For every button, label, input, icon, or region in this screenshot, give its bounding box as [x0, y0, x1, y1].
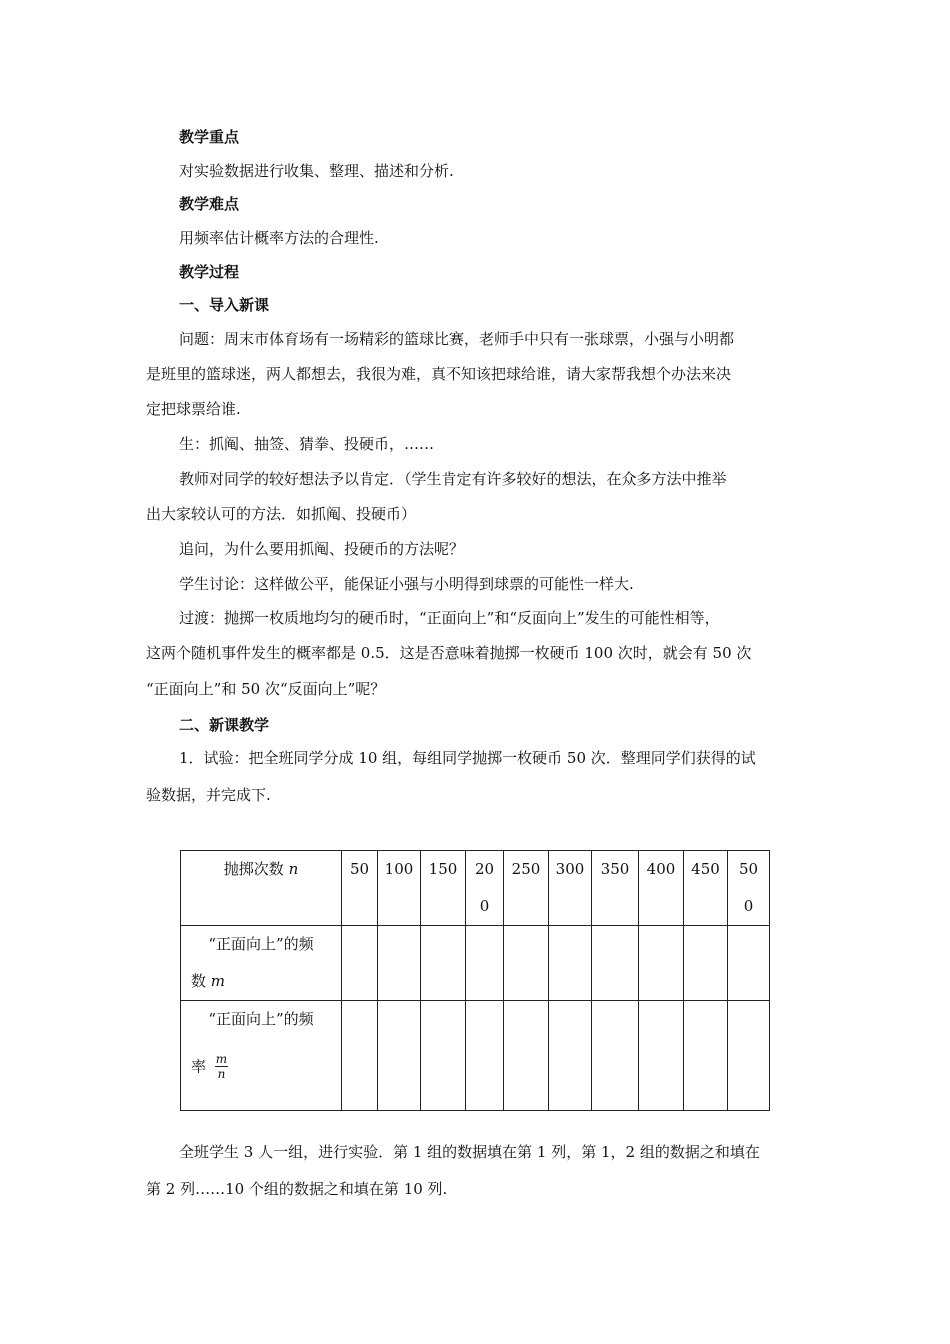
count-cell: [378, 851, 421, 926]
var-n: n: [288, 860, 299, 878]
empty-cell: [466, 926, 504, 1001]
paragraph-transition-line1: 过渡：抛掷一枚质地均匀的硬币时，“正面向上”和“反面向上”发生的可能性相等，: [179, 609, 720, 627]
count-cell: [421, 851, 466, 926]
paragraph-question-line3: 定把球票给谁.: [146, 400, 241, 418]
count-value: 250: [511, 860, 541, 878]
row-label-frequency-char: 数: [191, 972, 207, 990]
paragraph-discussion: 学生讨论：这样做公平，能保证小强与小明得到球票的可能性一样大.: [179, 575, 634, 593]
empty-cell: [342, 1001, 378, 1111]
count-value: 50 0: [738, 860, 759, 915]
section1-title: 一、导入新课: [179, 296, 270, 314]
empty-cell: [504, 926, 549, 1001]
empty-cell: [728, 1001, 770, 1111]
experiment-table: [180, 850, 770, 1111]
empty-cell: [592, 1001, 639, 1111]
count-cell: [639, 851, 684, 926]
paragraph-followup: 追问，为什么要用抓阄、投硬币的方法呢？: [179, 540, 465, 558]
empty-cell: [639, 926, 684, 1001]
row-label-counts-text: 抛掷次数: [223, 860, 284, 878]
count-cell: [728, 851, 770, 926]
empty-cell: [639, 1001, 684, 1111]
difficulty-text: 用频率估计概率方法的合理性.: [179, 229, 379, 247]
fraction-denominator: n: [217, 1067, 226, 1081]
focus-text: 对实验数据进行收集、整理、描述和分析.: [179, 162, 454, 180]
paragraph-question-line1: 问题：周末市体育场有一场精彩的篮球比赛，老师手中只有一张球票，小强与小明都: [179, 330, 735, 348]
empty-cell: [504, 1001, 549, 1111]
count-value: 50: [349, 860, 370, 878]
paragraph-grouping-line2: 第 2 列……10 个组的数据之和填在第 10 列.: [146, 1180, 448, 1198]
heading-process: 教学过程: [179, 263, 240, 281]
count-cell: [592, 851, 639, 926]
empty-cell: [378, 1001, 421, 1111]
heading-difficulty: 教学难点: [179, 195, 240, 213]
row-label-frequency-line2: [181, 963, 341, 1000]
row-label-frequency-line1: “正面向上”的频: [208, 935, 314, 953]
empty-cell: [342, 926, 378, 1001]
empty-cell: [549, 1001, 592, 1111]
row-label-rate-line2: [181, 1052, 341, 1081]
empty-cell: [378, 926, 421, 1001]
fraction-m-over-n: [215, 1052, 228, 1081]
section2-title: 二、新课教学: [179, 716, 270, 734]
paragraph-transition-line2: 这两个随机事件发生的概率都是 0.5．这是否意味着抛掷一枚硬币 100 次时，就会有 50 次: [146, 644, 752, 662]
heading-focus: 教学重点: [179, 128, 240, 146]
empty-cell: [728, 926, 770, 1001]
table-row-counts: [181, 851, 770, 926]
table-row-rate: [181, 1001, 770, 1111]
count-cell: [504, 851, 549, 926]
count-value: 150: [428, 860, 458, 878]
row-label-rate-line1: “正面向上”的频: [208, 1010, 314, 1028]
paragraph-question-line2: 是班里的篮球迷，两人都想去，我很为难，真不知该把球给谁，请大家帮我想个办法来决: [146, 365, 732, 383]
count-cell: [684, 851, 728, 926]
table-row-frequency: [181, 926, 770, 1001]
paragraph-grouping-line1: 全班学生 3 人一组，进行实验．第 1 组的数据填在第 1 列，第 1，2 组的数据之和填在: [179, 1143, 760, 1161]
count-value: 300: [555, 860, 585, 878]
empty-cell: [592, 926, 639, 1001]
count-value: 350: [600, 860, 630, 878]
var-m: m: [210, 972, 226, 990]
empty-cell: [421, 926, 466, 1001]
empty-cell: [421, 1001, 466, 1111]
empty-cell: [466, 1001, 504, 1111]
paragraph-experiment-line2: 验数据，并完成下.: [146, 786, 271, 804]
count-value: 450: [691, 860, 720, 878]
count-value: 100: [384, 860, 414, 878]
paragraph-experiment-line1: 1．试验：把全班同学分成 10 组，每组同学抛掷一枚硬币 50 次．整理同学们获得的试: [179, 749, 756, 767]
paragraph-teacher-line1: 教师对同学的较好想法予以肯定．（学生肯定有许多较好的想法，在众多方法中推举: [179, 470, 727, 488]
count-value: 400: [646, 860, 676, 878]
fraction-numerator: m: [215, 1052, 228, 1066]
row-label-rate: [181, 1001, 342, 1111]
paragraph-teacher-line2: 出大家较认可的方法．如抓阄、投硬币）: [146, 505, 417, 523]
row-label-frequency: [181, 926, 342, 1001]
count-value: 20 0: [474, 860, 495, 915]
empty-cell: [684, 926, 728, 1001]
row-label-rate-char: 率: [191, 1057, 207, 1076]
row-label-counts: [181, 851, 342, 926]
paragraph-student-answer: 生：抓阄、抽签、猜拳、投硬币，……: [179, 435, 435, 453]
count-cell: [549, 851, 592, 926]
empty-cell: [549, 926, 592, 1001]
paragraph-transition-line3: “正面向上”和 50 次“反面向上”呢？: [146, 680, 386, 698]
count-cell: [466, 851, 504, 926]
empty-cell: [684, 1001, 728, 1111]
count-cell: [342, 851, 378, 926]
